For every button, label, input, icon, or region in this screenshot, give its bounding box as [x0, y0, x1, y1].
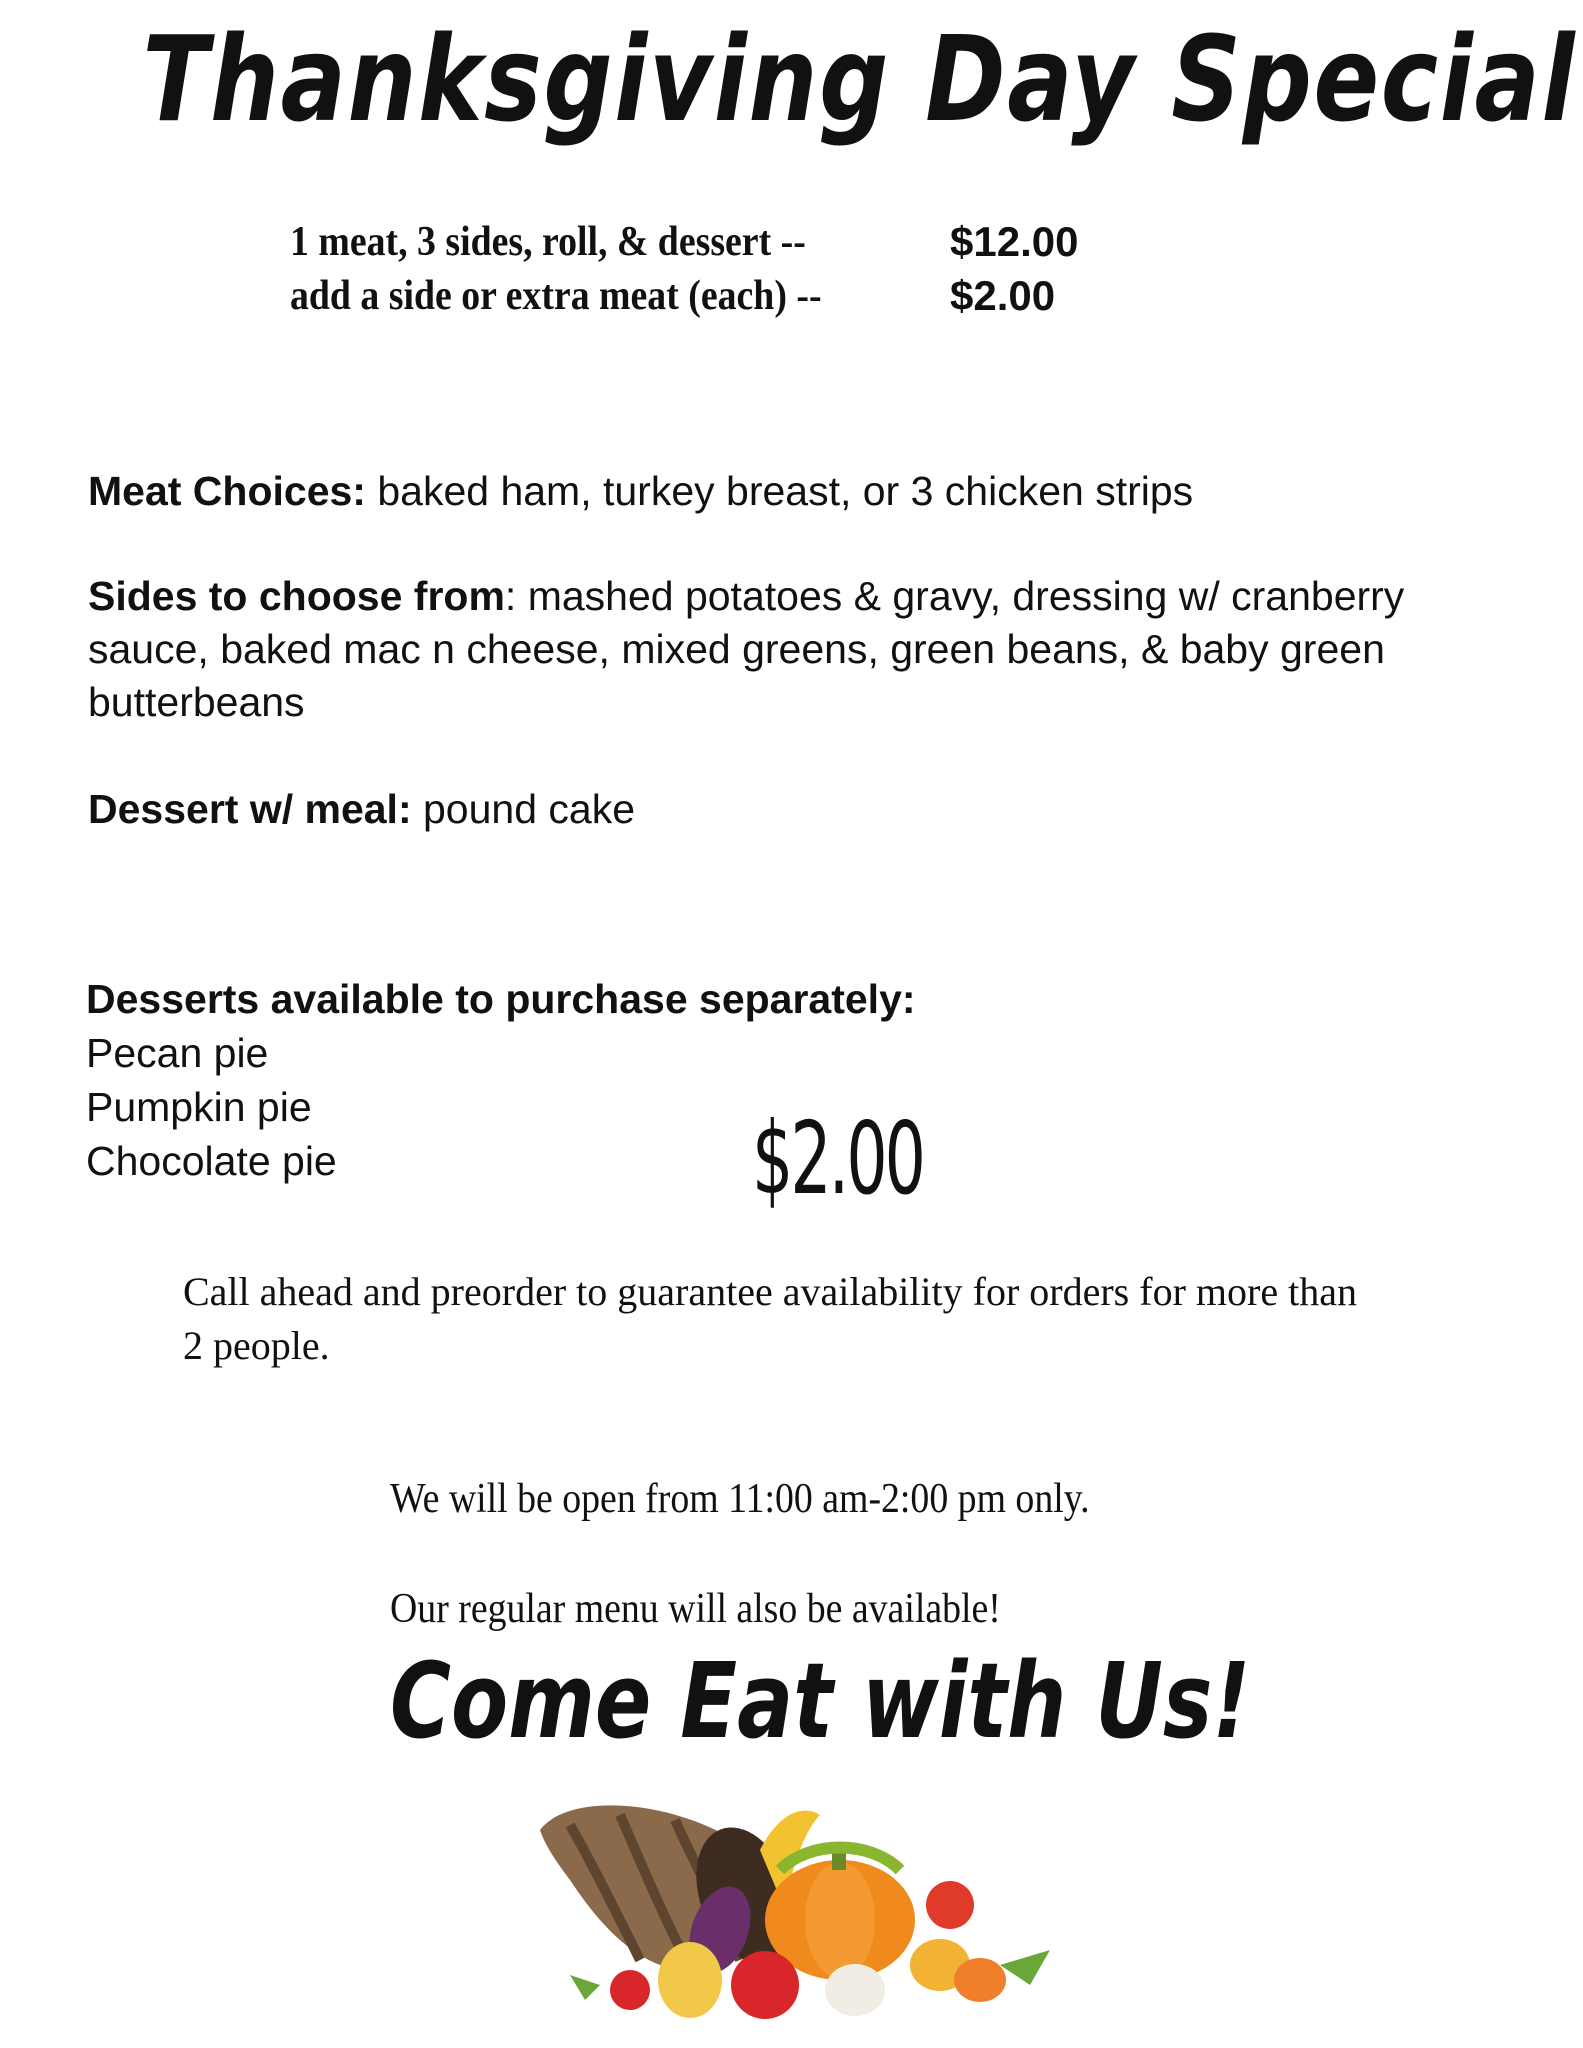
combo-price: $12.00	[950, 218, 1079, 265]
list-item: Pumpkin pie	[86, 1084, 312, 1130]
desserts-heading: Desserts available to purchase separately:	[86, 976, 916, 1022]
meat-choices-text: baked ham, turkey breast, or 3 chicken strips	[365, 468, 1194, 514]
page-title: Thanksgiving Day Special	[142, 10, 1577, 148]
sides-label: Sides to choose from	[88, 573, 505, 619]
price-table	[290, 218, 1150, 320]
dessert-with-meal	[88, 783, 1508, 836]
meat-choices	[88, 465, 1508, 518]
regular-menu-note: Our regular menu will also be available!	[390, 1586, 1001, 1632]
closing-slogan: Come Eat with Us!	[390, 1640, 1251, 1762]
list-item: Pecan pie	[86, 1030, 269, 1076]
sides-text: : mashed potatoes & gravy, dressing w/ cranberry sauce, baked mac n cheese, mixed greens, green beans, & baby green butterbeans	[88, 573, 1405, 725]
sides-section	[88, 570, 1508, 729]
list-item: Chocolate pie	[86, 1138, 337, 1184]
extra-price: $2.00	[950, 272, 1056, 319]
cornucopia-icon	[530, 1790, 1090, 2020]
hours-note: We will be open from 11:00 am-2:00 pm only.	[390, 1476, 1090, 1522]
dessert-text: pound cake	[411, 786, 636, 832]
combo-description: 1 meat, 3 sides, roll, & dessert --	[290, 219, 806, 265]
meat-choices-label: Meat Choices:	[88, 468, 366, 514]
dessert-label: Dessert w/ meal:	[88, 786, 412, 832]
preorder-note: Call ahead and preorder to guarantee availability for orders for more than 2 people.	[183, 1269, 1357, 1368]
dessert-price: $2.00	[752, 1100, 923, 1217]
extra-description: add a side or extra meat (each) --	[290, 273, 822, 319]
